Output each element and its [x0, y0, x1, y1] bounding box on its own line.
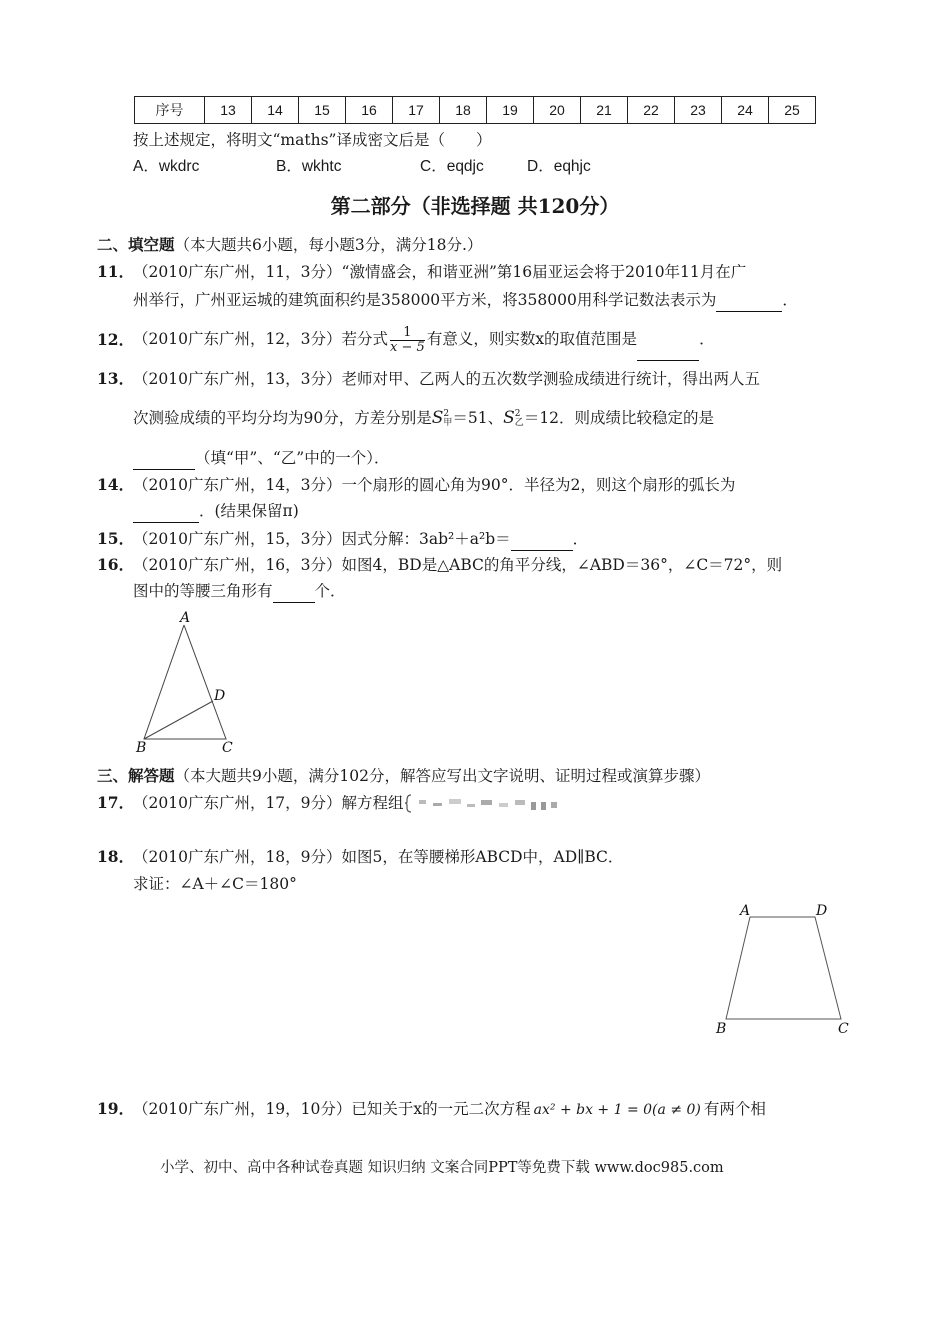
label-b: B — [136, 740, 147, 756]
section-desc: （本大题共6小题，每小题3分，满分18分.） — [174, 236, 483, 254]
variance-symbol — [432, 408, 453, 428]
question-11-line2 — [133, 289, 798, 312]
page-footer: 小学、初中、高中各种试卷真题 知识归纳 文案合同PPT等免费下载 www.doc985.com — [160, 1160, 724, 1176]
label-a: A — [740, 903, 751, 919]
table-cell: 19 — [487, 97, 534, 124]
section-label: 二、填空题 — [97, 235, 175, 254]
table-cell: 25 — [769, 97, 816, 124]
question-13-text: 次测验成绩的平均分均为90分，方差分别是 — [133, 409, 432, 427]
equation-system-image — [405, 792, 575, 814]
s-symbol: S — [503, 408, 515, 428]
table-cell: 23 — [675, 97, 722, 124]
table-cell: 21 — [581, 97, 628, 124]
table-cell: 15 — [299, 97, 346, 124]
question-19-text: （2010广东广州，19，10分）已知关于x的一元二次方程 — [133, 1100, 531, 1118]
question-number: 11． — [97, 262, 135, 281]
fraction-numerator: 1 — [390, 326, 425, 341]
label-c: C — [838, 1021, 849, 1037]
question-19 — [133, 1098, 766, 1121]
question-14-text: ．(结果保留π) — [199, 502, 299, 520]
question-13-text: （填“甲”、“乙”中的一个）． — [195, 449, 390, 467]
question-16-text: 图中的等腰三角形有 — [133, 582, 273, 600]
question-16-text: 个． — [314, 582, 346, 600]
table-row — [135, 97, 816, 124]
question-11-line1: （2010广东广州，11，3分）“激情盛会，和谐亚洲”第16届亚运会将于2010年11月在广 — [133, 263, 747, 281]
figure-4-triangle — [130, 605, 250, 760]
option-a: A．wkdrc — [133, 158, 200, 175]
table-cell: 24 — [722, 97, 769, 124]
question-13-line2 — [133, 407, 714, 429]
question-15 — [133, 528, 588, 551]
table-cell: 16 — [346, 97, 393, 124]
question-number: 12． — [97, 330, 135, 349]
label-b: B — [716, 1021, 727, 1037]
question-number: 16． — [97, 555, 135, 574]
question-10-prompt: 按上述规定，将明文“maths”译成密文后是（ ） — [133, 131, 492, 149]
table-cell: 序号 — [135, 97, 205, 124]
question-14-line1: （2010广东广州，14，3分）一个扇形的圆心角为90°．半径为2，则这个扇形的弧长为 — [133, 476, 736, 494]
question-13-text: ＝51、 — [452, 409, 504, 427]
section-heading-fill-in — [97, 234, 482, 256]
superscript: 2 — [514, 408, 521, 419]
section-label: 三、解答题 — [97, 766, 175, 785]
question-17-text: （2010广东广州，17，9分）解方程组 — [133, 794, 404, 812]
quadratic-equation: ax² + bx + 1 = 0(a ≠ 0) — [533, 1102, 701, 1118]
option-b: B．wkhtc — [276, 158, 342, 175]
answer-blank — [133, 447, 195, 470]
question-14-line2 — [133, 500, 299, 523]
subscript: 乙 — [514, 417, 524, 428]
question-12 — [133, 318, 715, 361]
label-d: D — [816, 903, 828, 919]
answer-blank — [637, 318, 699, 361]
label-a: A — [180, 610, 191, 626]
s-symbol: S — [431, 408, 444, 428]
superscript: 2 — [443, 408, 450, 419]
answer-blank — [133, 500, 199, 523]
variance-symbol — [503, 408, 524, 428]
period: ． — [699, 330, 715, 348]
question-number: 19． — [97, 1099, 135, 1118]
table-cell: 22 — [628, 97, 675, 124]
question-number: 14． — [97, 475, 135, 494]
section-desc: （本大题共9小题，满分102分，解答应写出文字说明、证明过程或演算步骤） — [174, 767, 710, 785]
question-19-text: 有两个相 — [703, 1100, 766, 1118]
option-c: C．eqdjc — [420, 158, 484, 175]
question-13-line3 — [133, 447, 389, 470]
fraction — [390, 326, 425, 355]
trapezoid-abcd — [726, 917, 841, 1019]
cipher-table — [134, 96, 816, 124]
option-d: D．eqhjc — [527, 158, 591, 175]
question-13-text: ＝12．则成绩比较稳定的是 — [523, 409, 715, 427]
section-heading-solve — [97, 765, 710, 787]
table-cell: 18 — [440, 97, 487, 124]
triangle-abc — [144, 625, 226, 739]
figure-5-trapezoid — [700, 895, 870, 1045]
question-16-line2 — [133, 580, 346, 603]
question-17 — [133, 792, 404, 814]
question-number: 13． — [97, 369, 135, 388]
subscript: 甲 — [443, 417, 453, 428]
question-12-pre: （2010广东广州，12，3分）若分式 — [133, 330, 389, 348]
answer-blank — [716, 289, 782, 312]
question-15-text: （2010广东广州，15，3分）因式分解：3ab²＋a²b＝ — [133, 530, 511, 548]
label-c: C — [222, 740, 233, 756]
label-d: D — [214, 688, 226, 704]
table-cell: 17 — [393, 97, 440, 124]
fraction-denominator: x − 5 — [390, 339, 425, 355]
question-12-post: 有意义，则实数x的取值范围是 — [426, 330, 638, 348]
question-18-line1: （2010广东广州，18，9分）如图5，在等腰梯形ABCD中，AD∥BC． — [133, 848, 624, 866]
answer-blank — [511, 528, 573, 551]
question-number: 17． — [97, 793, 135, 812]
question-number: 15． — [97, 529, 135, 548]
question-18-line2: 求证：∠A＋∠C＝180° — [133, 875, 297, 893]
part-title: 第二部分（非选择题 共120分） — [330, 194, 620, 218]
table-cell: 20 — [534, 97, 581, 124]
question-13-line1: （2010广东广州，13，3分）老师对甲、乙两人的五次数学测验成绩进行统计，得出两人五 — [133, 370, 761, 388]
question-number: 18． — [97, 847, 135, 866]
bisector-bd — [144, 701, 213, 739]
table-cell: 13 — [205, 97, 252, 124]
period: ． — [782, 291, 798, 309]
question-16-line1: （2010广东广州，16，3分）如图4，BD是△ABC的角平分线，∠ABD＝36°，∠C＝72°，则 — [133, 556, 783, 574]
question-11-text: 州举行，广州亚运城的建筑面积约是358000平方米，将358000用科学记数法表示为 — [133, 291, 717, 309]
answer-blank — [273, 580, 315, 603]
table-cell: 14 — [252, 97, 299, 124]
period: ． — [572, 530, 589, 548]
